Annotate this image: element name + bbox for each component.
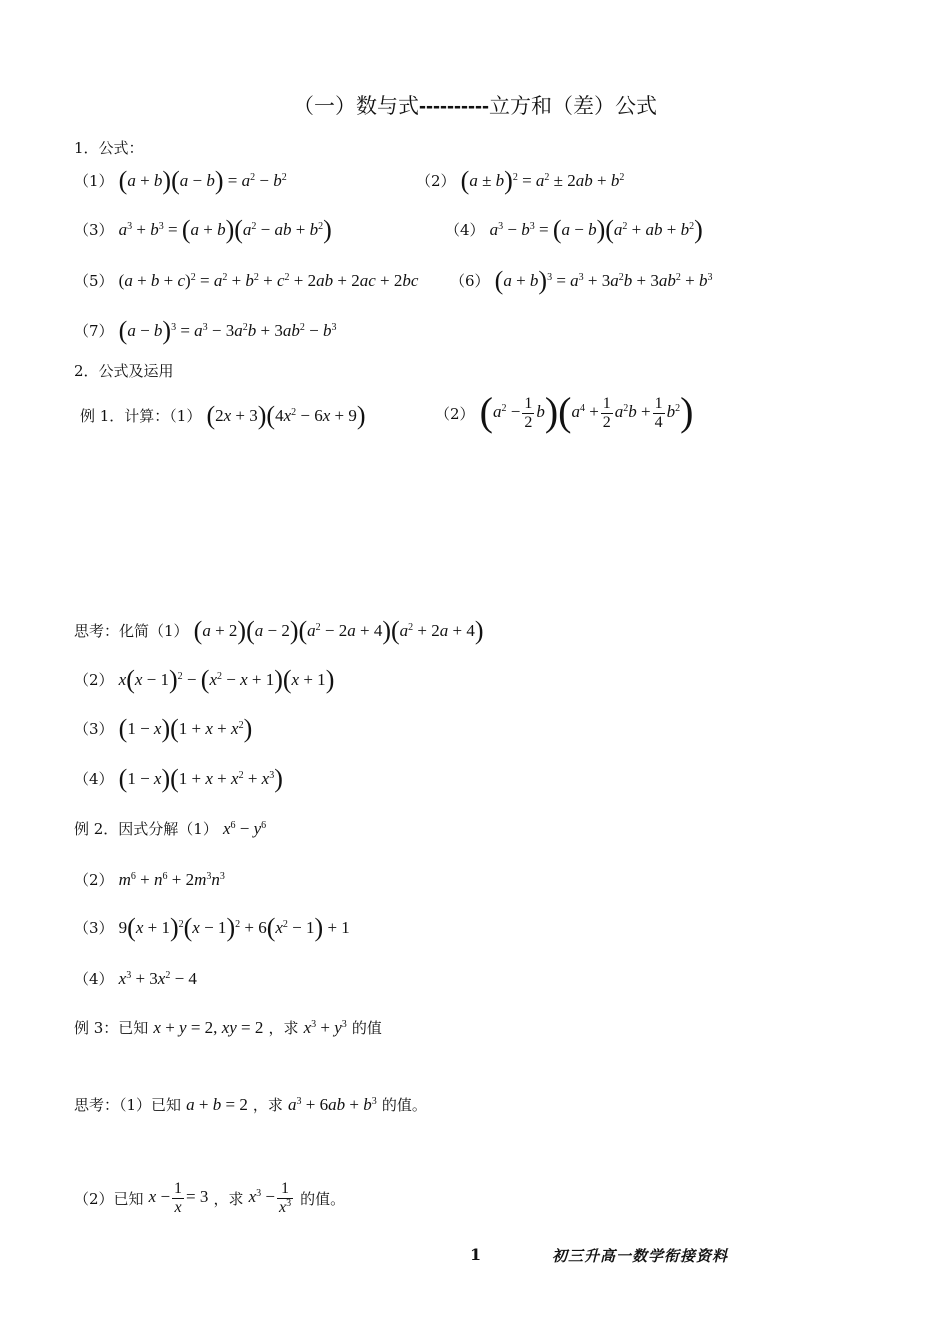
example-1-part-2: （2） ($a^2$ − $\frac{1}{2}$ $b)(a^4$ + $\frac{1}{2}$ $a^2b$ + $\frac{1}{4}$ $b^2$) [435,389,694,435]
example-3-mid: ，求 [268,1019,299,1037]
thinking-1-prefix: 思考：化简（1） [74,622,189,640]
example-3-suffix: 的值 [351,1019,382,1037]
thinking-1-part-3-label: （3） [74,720,114,738]
formula-1: （1） $(a + b)(a - b) = a^2 - b^2$ [74,166,287,195]
example-2-part-4: （4） $x^3 + 3x^2 - 4$ [74,969,197,988]
formula-6-label: （6） [450,272,490,290]
fraction: $\frac{1}{2}$ [602,395,611,431]
example-1-prefix: 例 1．计算：（1） [80,407,202,425]
title-suffix: 立方和（差）公式 [488,94,657,118]
example-2-part-2-label: （2） [74,871,114,889]
section-2-heading: 2．公式及运用 [74,362,174,380]
thinking-2-mid: ，求 [252,1096,283,1114]
formula-4-label: （4） [445,221,485,239]
page-number: 1 [470,1245,482,1264]
formula-7-label: （7） [74,322,114,340]
formula-3: （3） $a^3 + b^3 = (a + b)(a^2$ − ab + $b^2$) [74,215,332,244]
fraction: $\frac{1}{2}$ [524,395,533,431]
thinking-2-prefix: 思考：（1）已知 [74,1096,182,1114]
section-1-heading: 1．公式： [74,139,144,157]
formula-6: （6） $(a + b)^3 = a^3 + 3a^2b + 3ab^2 + b^3$ [450,266,713,295]
thinking-2b-prefix: （2）已知 [74,1190,144,1208]
fraction: $\frac{1}{x}$ [174,1180,183,1216]
thinking-1-part-3: （3） $(1 - x)(1 + x + x^2)$ [74,714,253,743]
thinking-2-part-1: 思考：（1）已知 a + b = 2 ，求 $a^3 + 6ab + b^3$ 的值。 [74,1095,427,1114]
example-2-prefix: 例 2．因式分解（1） [74,820,218,838]
formula-5-label: （5） [74,272,114,290]
example-1-part-1: 例 1．计算：（1） $(2x + 3)(4x^2 - 6x + 9)$ [80,401,366,430]
formula-2: （2） $(a \pm b)^2 = a^2 \pm 2ab + b^2$ [416,166,625,195]
title-prefix: （一）数与式 [293,94,420,118]
thinking-1-part-2-label: （2） [74,671,114,689]
formula-5: （5） $(a + b + c)^2 = a^2 + b^2 + c^2 + 2ab + 2ac + 2bc$ [74,271,419,290]
thinking-2-suffix: 的值。 [381,1096,427,1114]
thinking-1-part-4-label: （4） [74,770,114,788]
thinking-2b-suffix: 的值。 [300,1190,346,1208]
thinking-1-part-2: （2） $x(x - 1)^2 - (x^2 - x + 1)(x + 1)$ [74,665,335,694]
fraction: $\frac{1}{4}$ [654,395,663,431]
formula-3-label: （3） [74,221,114,239]
example-2-part-3: （3） $9(x + 1)^2(x - 1)^2 + 6(x^2 - 1) + 1$ [74,913,350,942]
example-2-part-3-label: （3） [74,919,114,937]
example-2-part-1: 例 2．因式分解（1） $x^6 - y^6$ [74,819,267,838]
formula-2-label: （2） [416,172,456,190]
footer-text: 初三升高一数学衔接资料 [552,1247,729,1265]
thinking-2b-mid: ，求 [213,1190,244,1208]
formula-4: （4） $a^3 - b^3 = (a - b)(a^2$ + ab + $b^2$) [445,215,703,244]
example-2-part-2: （2） $m^6 + n^6 + 2m^3n^3$ [74,870,225,889]
thinking-1-part-1: 思考：化简（1） $(a + 2)(a - 2)(a^2 - 2a + 4)(a^2 + 2a + 4)$ [74,616,484,645]
formula-7: （7） $(a - b)^3 = a^3 - 3a^2b + 3ab^2 - b^3$ [74,316,337,345]
example-3: 例 3：已知 x + y = 2, xy = 2 ，求 $x^3 + y^3$ 的值 [74,1018,382,1037]
example-1-part-2-label: （2） [435,405,475,423]
formula-1-label: （1） [74,172,114,190]
title-dashes: ---------- [419,95,489,118]
thinking-2-part-2: （2）已知 x − $\frac{1}{x}$ = 3 ，求 $x^3$ − $\frac{1}{x^3}$ 的值。 [74,1180,346,1216]
fraction: $\frac{1}{x^3}$ [278,1180,292,1216]
example-2-part-4-label: （4） [74,970,114,988]
thinking-1-part-4: （4） $(1 - x)(1 + x + x^2 + x^3)$ [74,764,283,793]
example-3-prefix: 例 3：已知 [74,1019,149,1037]
page-title [0,90,950,120]
